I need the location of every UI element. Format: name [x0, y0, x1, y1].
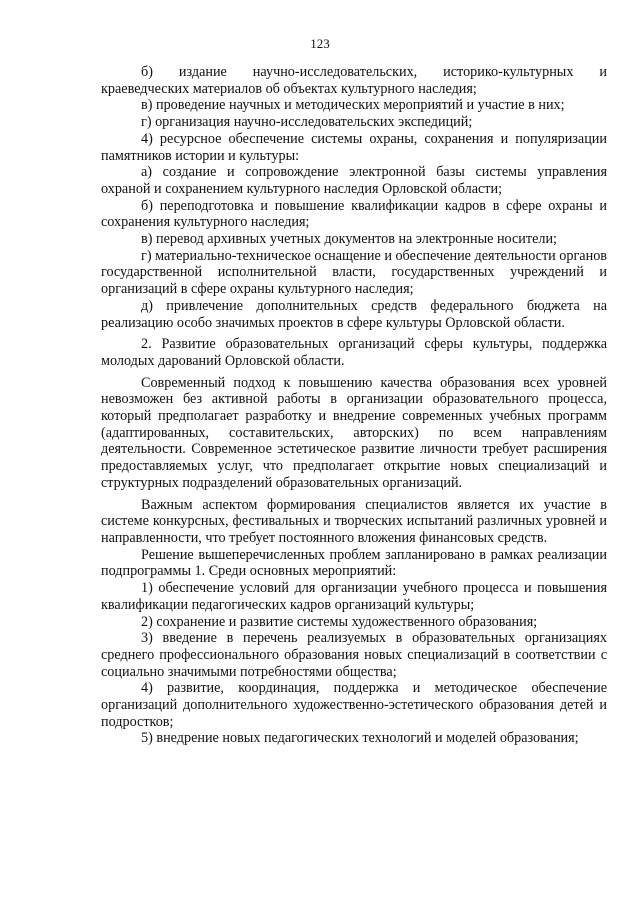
paragraph: б) издание научно-исследовательских, историко-культурных и краеведческих материалов об объектах культурного наследия; — [101, 64, 607, 97]
paragraph: Современный подход к повышению качества образования всех уровней невозможен без активной работы в организации образовательного процесса, который предполагает разработку и внедрение современных учебных программ (адаптированных, составительских, авторских) по всем направлениям деятельности. Современное эстетическое развитие личности требует расширения предоставляемых услуг, что предполагает открытие новых специализаций и структурных подразделений образовательных организаций. — [101, 374, 607, 491]
paragraph: б) переподготовка и повышение квалификации кадров в сфере охраны и сохранения культурного наследия; — [101, 197, 607, 231]
list-item: 3) введение в перечень реализуемых в образовательных организациях среднего профессионального образования новых специализаций в соответствии с социально значимыми потребностями общества; — [101, 630, 607, 680]
list-item: 1) обеспечение условий для организации учебного процесса и повышения квалификации педагогических кадров организаций культуры; — [101, 580, 607, 613]
section-heading: 2. Развитие образовательных организаций сферы культуры, поддержка молодых дарований Орловской области. — [101, 336, 607, 369]
page-number: 123 — [310, 36, 330, 51]
paragraph: в) перевод архивных учетных документов на электронные носители; — [141, 231, 557, 248]
paragraph: а) создание и сопровождение электронной базы системы управления охраной и сохранением культурного наследия Орловской области; — [101, 164, 607, 197]
list-item: 2) сохранение и развитие системы художественного образования; — [141, 613, 538, 630]
paragraph: д) привлечение дополнительных средств федерального бюджета на реализацию особо значимых проектов в сфере культуры Орловской области. — [101, 297, 607, 331]
paragraph: 4) ресурсное обеспечение системы охраны, сохранения и популяризации памятников истории и культуры: — [101, 130, 607, 164]
paragraph: Решение вышеперечисленных проблем запланировано в рамках реализации подпрограммы 1. Среди основных мероприятий: — [101, 546, 607, 580]
paragraph: Важным аспектом формирования специалистов является их участие в системе конкурсных, фестивальных и творческих испытаний различных уровней и направленности, что требует постоянного вложения финансовых средств. — [101, 496, 607, 546]
paragraph: г) материально-техническое оснащение и обеспечение деятельности органов государственной исполнительной власти, государственных учреждений и организаций в сфере охраны культурного наследия; — [101, 247, 607, 298]
document-body — [101, 64, 607, 747]
list-item: 5) внедрение новых педагогических технологий и моделей образования; — [141, 730, 579, 747]
paragraph: в) проведение научных и методических мероприятий и участие в них; — [141, 97, 565, 114]
list-item: 4) развитие, координация, поддержка и методическое обеспечение организаций дополнительного художественно-эстетического образования детей и подростков; — [101, 680, 607, 730]
paragraph: г) организация научно-исследовательских экспедиций; — [141, 114, 473, 131]
